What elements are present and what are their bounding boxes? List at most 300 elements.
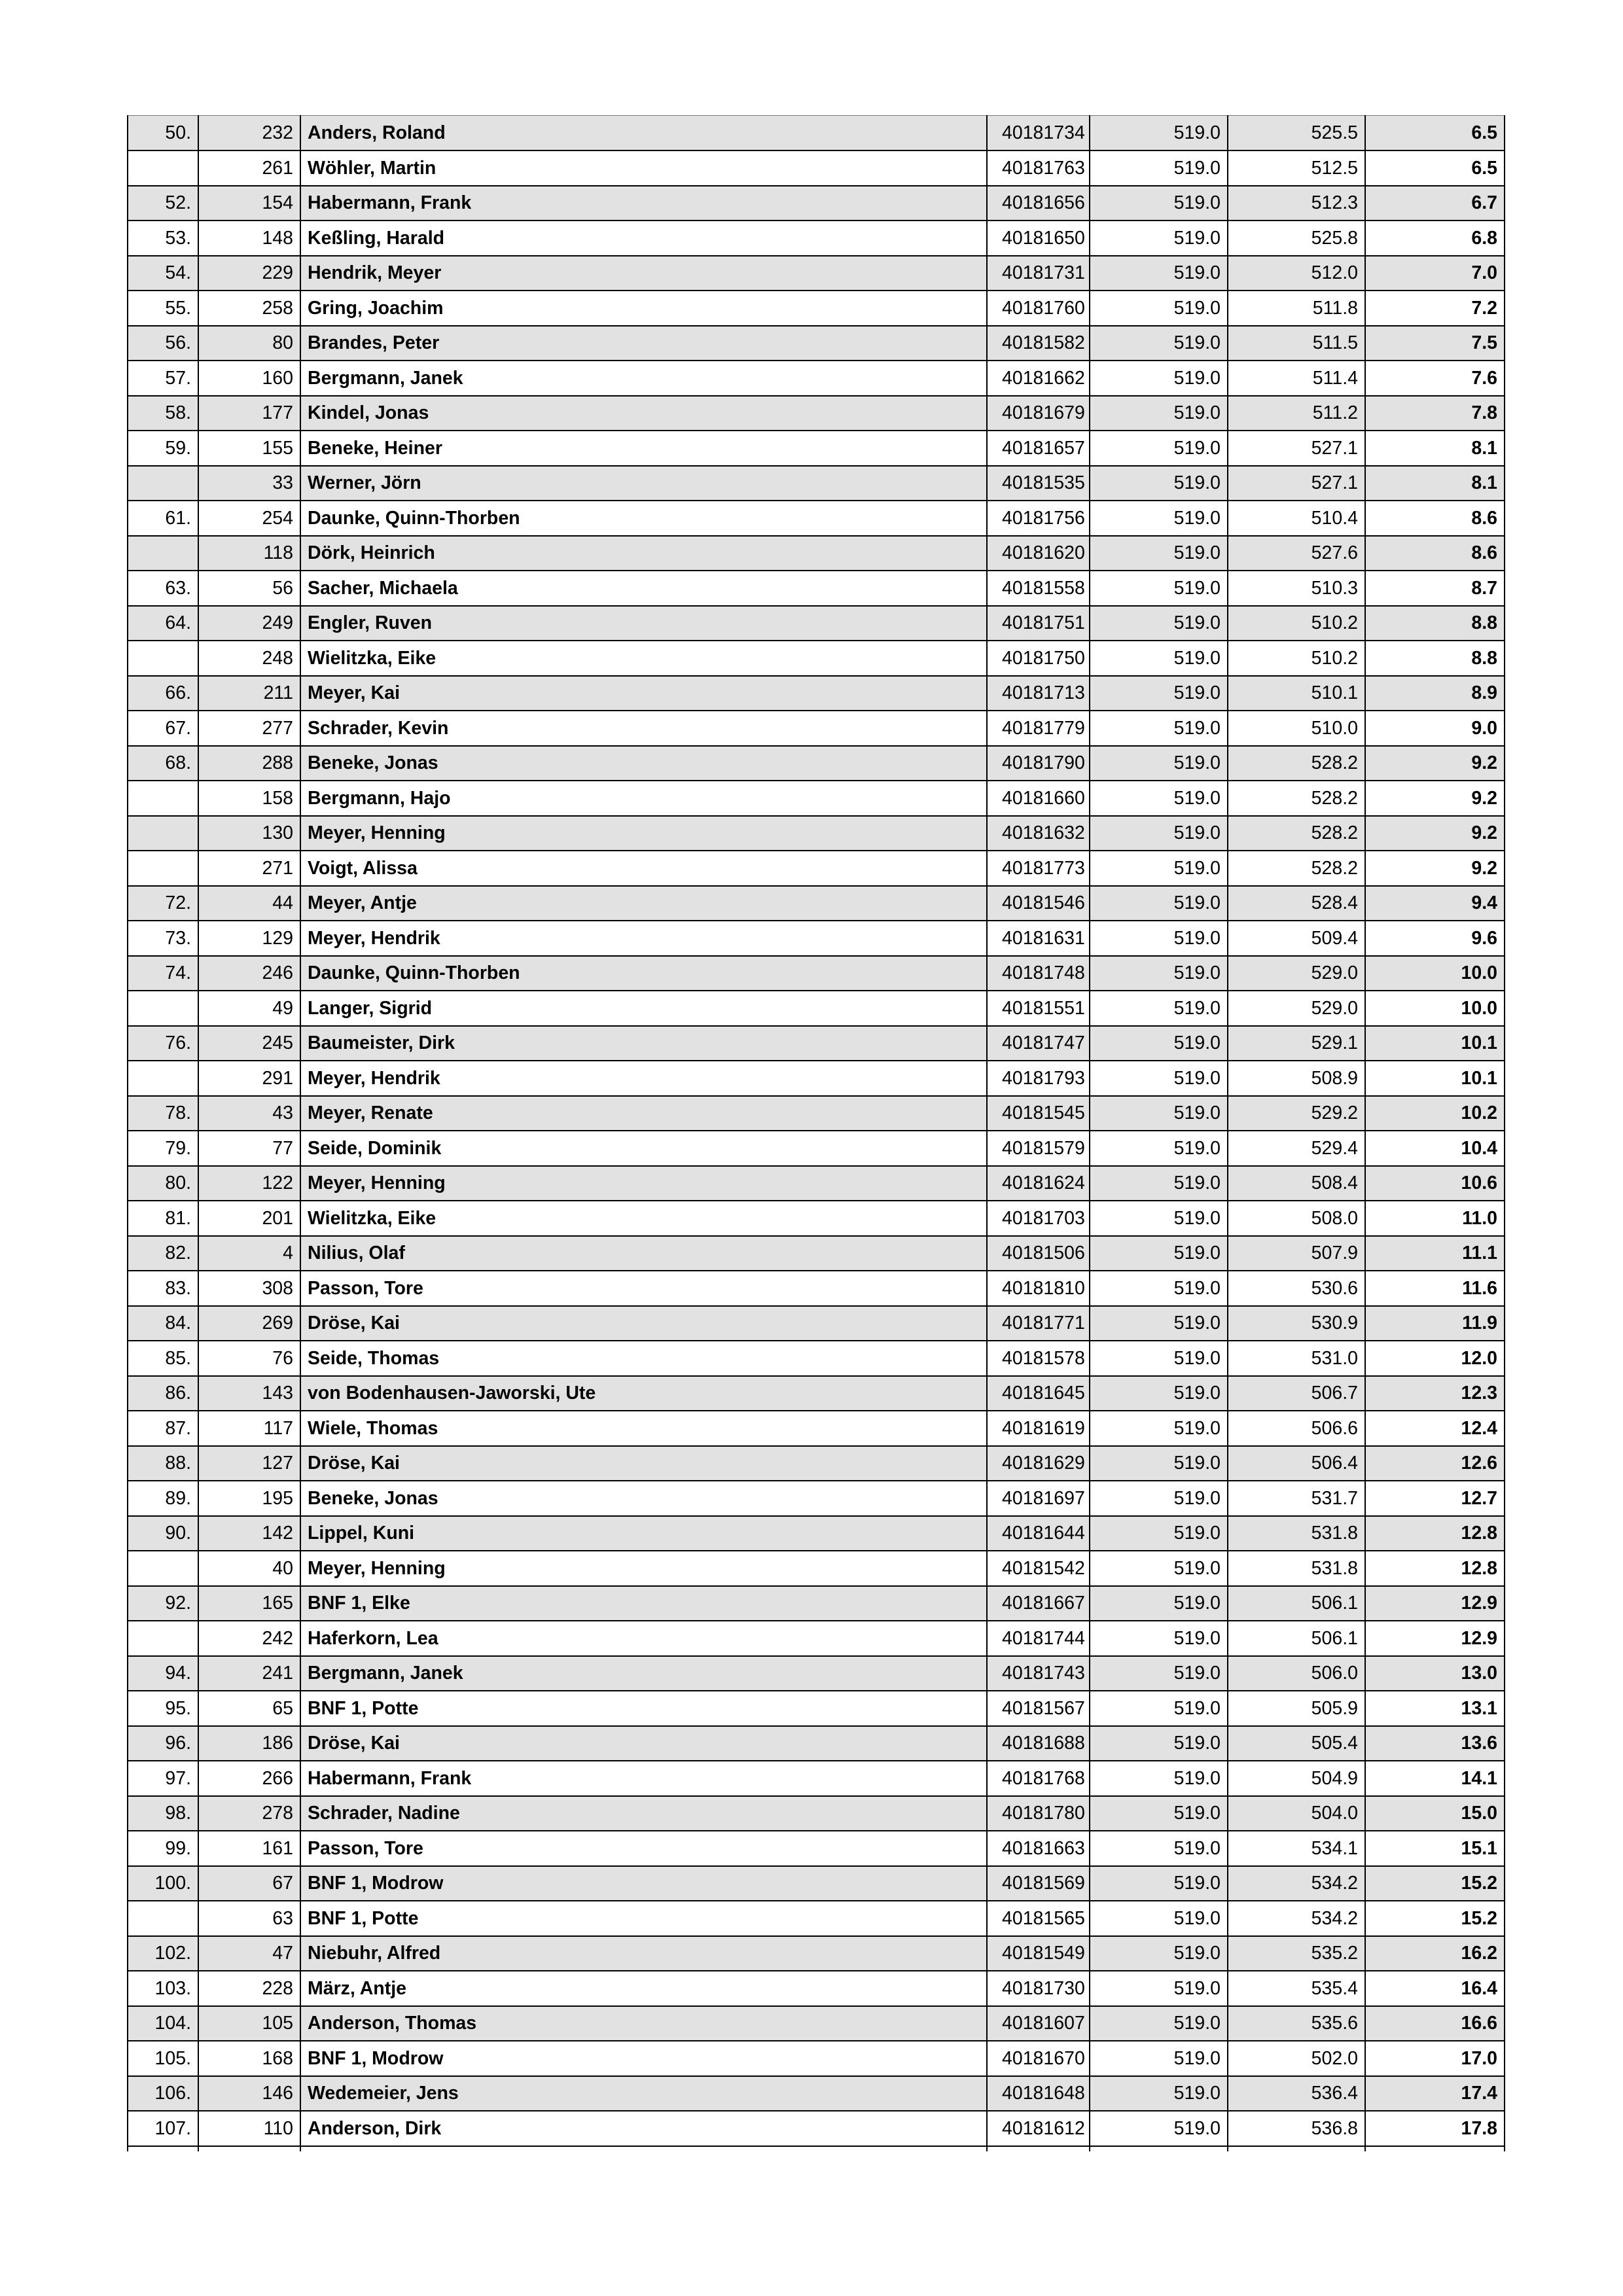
rank-cell: 106. [128, 2076, 198, 2111]
target-time-cell: 519.0 [1090, 396, 1228, 431]
measured-time-cell: 534.2 [1228, 1901, 1365, 1936]
measured-time-cell: 506.4 [1228, 1446, 1365, 1481]
measured-time-cell: 534.1 [1228, 1831, 1365, 1866]
start-number-cell: 154 [198, 186, 300, 221]
deviation-cell: 11.0 [1365, 1201, 1505, 1236]
measured-time-cell: 529.4 [1228, 1131, 1365, 1166]
deviation-cell: 16.4 [1365, 1971, 1505, 2006]
start-number-cell: 168 [198, 2041, 300, 2076]
measured-time-cell: 527.1 [1228, 431, 1365, 466]
rank-cell [128, 1621, 198, 1656]
name-cell: Wedemeier, Jens [300, 2076, 987, 2111]
id-cell: 40181771 [987, 1306, 1090, 1341]
start-number-cell: 232 [198, 116, 300, 151]
table-row [128, 1481, 1505, 1516]
table-row [128, 396, 1505, 431]
target-time-cell: 519.0 [1090, 1481, 1228, 1516]
deviation-cell: 9.2 [1365, 781, 1505, 816]
table-row [128, 1201, 1505, 1236]
target-time-cell: 519.0 [1090, 1936, 1228, 1971]
rank-cell: 58. [128, 396, 198, 431]
rank-cell [128, 991, 198, 1026]
measured-time-cell: 529.1 [1228, 1026, 1365, 1061]
target-time-cell: 519.0 [1090, 991, 1228, 1026]
rank-cell [128, 816, 198, 851]
deviation-cell: 13.6 [1365, 1726, 1505, 1761]
name-cell: Gring, Joachim [300, 291, 987, 326]
name-cell: Anderson, Dirk [300, 2111, 987, 2146]
deviation-cell: 15.1 [1365, 1831, 1505, 1866]
start-number-cell: 80 [198, 326, 300, 361]
name-cell: Dörk, Heinrich [300, 536, 987, 571]
rank-cell: 76. [128, 1026, 198, 1061]
measured-time-cell: 511.4 [1228, 361, 1365, 396]
deviation-cell: 7.5 [1365, 326, 1505, 361]
target-time-cell: 519.0 [1090, 221, 1228, 256]
id-cell: 40181773 [987, 851, 1090, 886]
table-row [128, 886, 1505, 921]
start-number-cell: 288 [198, 746, 300, 781]
name-cell: Beneke, Jonas [300, 1481, 987, 1516]
deviation-cell: 12.4 [1365, 1411, 1505, 1446]
start-number-cell: 246 [198, 956, 300, 991]
table-row [128, 186, 1505, 221]
target-time-cell: 519.0 [1090, 536, 1228, 571]
rank-cell: 61. [128, 501, 198, 536]
rank-cell [128, 781, 198, 816]
name-cell: Daunke, Quinn-Thorben [300, 501, 987, 536]
rank-cell [128, 536, 198, 571]
table-row [128, 1236, 1505, 1271]
id-cell: 40181780 [987, 1796, 1090, 1831]
measured-time-cell: 506.1 [1228, 1621, 1365, 1656]
rank-cell: 79. [128, 1131, 198, 1166]
deviation-cell: 14.1 [1365, 1761, 1505, 1796]
id-cell: 40181648 [987, 2076, 1090, 2111]
start-number-cell: 241 [198, 1656, 300, 1691]
measured-time-cell: 528.2 [1228, 816, 1365, 851]
target-time-cell: 519.0 [1090, 571, 1228, 606]
name-cell: Daunke, Quinn-Thorben [300, 956, 987, 991]
rank-cell: 98. [128, 1796, 198, 1831]
target-time-cell: 519.0 [1090, 1726, 1228, 1761]
rank-cell: 99. [128, 1831, 198, 1866]
deviation-cell: 10.0 [1365, 956, 1505, 991]
name-cell: Schrader, Kevin [300, 711, 987, 746]
measured-time-cell: 510.4 [1228, 501, 1365, 536]
deviation-cell: 11.1 [1365, 1236, 1505, 1271]
start-number-cell: 266 [198, 1761, 300, 1796]
name-cell: Bergmann, Janek [300, 1656, 987, 1691]
table-row [128, 746, 1505, 781]
table-row [128, 641, 1505, 676]
rank-cell [128, 1901, 198, 1936]
id-cell: 40181743 [987, 1656, 1090, 1691]
measured-time-cell: 510.2 [1228, 606, 1365, 641]
measured-time-cell: 510.3 [1228, 571, 1365, 606]
deviation-cell: 12.8 [1365, 1551, 1505, 1586]
deviation-cell: 8.7 [1365, 571, 1505, 606]
deviation-cell: 8.1 [1365, 466, 1505, 501]
deviation-cell: 10.0 [1365, 991, 1505, 1026]
deviation-cell: 12.6 [1365, 1446, 1505, 1481]
table-row [128, 921, 1505, 956]
column-edge [128, 2146, 198, 2151]
table-row [128, 1831, 1505, 1866]
start-number-cell: 142 [198, 1516, 300, 1551]
start-number-cell: 76 [198, 1341, 300, 1376]
rank-cell: 85. [128, 1341, 198, 1376]
target-time-cell: 519.0 [1090, 1096, 1228, 1131]
start-number-cell: 56 [198, 571, 300, 606]
start-number-cell: 228 [198, 1971, 300, 2006]
table-row [128, 2041, 1505, 2076]
id-cell: 40181545 [987, 1096, 1090, 1131]
rank-cell: 64. [128, 606, 198, 641]
deviation-cell: 7.6 [1365, 361, 1505, 396]
name-cell: März, Antje [300, 1971, 987, 2006]
rank-cell: 94. [128, 1656, 198, 1691]
rank-cell: 88. [128, 1446, 198, 1481]
id-cell: 40181667 [987, 1586, 1090, 1621]
start-number-cell: 143 [198, 1376, 300, 1411]
name-cell: Bergmann, Janek [300, 361, 987, 396]
measured-time-cell: 508.0 [1228, 1201, 1365, 1236]
measured-time-cell: 506.7 [1228, 1376, 1365, 1411]
start-number-cell: 110 [198, 2111, 300, 2146]
measured-time-cell: 528.2 [1228, 781, 1365, 816]
measured-time-cell: 529.2 [1228, 1096, 1365, 1131]
id-cell: 40181631 [987, 921, 1090, 956]
measured-time-cell: 511.2 [1228, 396, 1365, 431]
table-row [128, 851, 1505, 886]
rank-cell: 97. [128, 1761, 198, 1796]
start-number-cell: 271 [198, 851, 300, 886]
id-cell: 40181751 [987, 606, 1090, 641]
target-time-cell: 519.0 [1090, 2111, 1228, 2146]
name-cell: Baumeister, Dirk [300, 1026, 987, 1061]
name-cell: BNF 1, Potte [300, 1691, 987, 1726]
rank-cell [128, 1061, 198, 1096]
measured-time-cell: 531.7 [1228, 1481, 1365, 1516]
table-row [128, 221, 1505, 256]
target-time-cell: 519.0 [1090, 1236, 1228, 1271]
id-cell: 40181679 [987, 396, 1090, 431]
table-row [128, 1656, 1505, 1691]
name-cell: Langer, Sigrid [300, 991, 987, 1026]
deviation-cell: 9.2 [1365, 851, 1505, 886]
measured-time-cell: 528.2 [1228, 746, 1365, 781]
start-number-cell: 122 [198, 1166, 300, 1201]
rank-cell: 55. [128, 291, 198, 326]
measured-time-cell: 512.0 [1228, 256, 1365, 291]
name-cell: BNF 1, Modrow [300, 2041, 987, 2076]
id-cell: 40181734 [987, 116, 1090, 151]
measured-time-cell: 508.4 [1228, 1166, 1365, 1201]
id-cell: 40181662 [987, 361, 1090, 396]
rank-cell: 82. [128, 1236, 198, 1271]
results-table [127, 115, 1505, 2151]
start-number-cell: 242 [198, 1621, 300, 1656]
deviation-cell: 9.2 [1365, 746, 1505, 781]
rank-cell: 100. [128, 1866, 198, 1901]
deviation-cell: 12.0 [1365, 1341, 1505, 1376]
rank-cell: 57. [128, 361, 198, 396]
column-edge [987, 2146, 1090, 2151]
name-cell: Meyer, Henning [300, 816, 987, 851]
target-time-cell: 519.0 [1090, 1271, 1228, 1306]
name-cell: Werner, Jörn [300, 466, 987, 501]
start-number-cell: 67 [198, 1866, 300, 1901]
name-cell: Wöhler, Martin [300, 150, 987, 186]
rank-cell: 95. [128, 1691, 198, 1726]
deviation-cell: 17.8 [1365, 2111, 1505, 2146]
target-time-cell: 519.0 [1090, 1971, 1228, 2006]
name-cell: Schrader, Nadine [300, 1796, 987, 1831]
table-row [128, 1516, 1505, 1551]
rank-cell: 87. [128, 1411, 198, 1446]
measured-time-cell: 512.5 [1228, 150, 1365, 186]
id-cell: 40181697 [987, 1481, 1090, 1516]
name-cell: Dröse, Kai [300, 1306, 987, 1341]
deviation-cell: 12.7 [1365, 1481, 1505, 1516]
deviation-cell: 12.9 [1365, 1621, 1505, 1656]
name-cell: Beneke, Heiner [300, 431, 987, 466]
target-time-cell: 519.0 [1090, 816, 1228, 851]
name-cell: Bergmann, Hajo [300, 781, 987, 816]
target-time-cell: 519.0 [1090, 1376, 1228, 1411]
rank-cell: 83. [128, 1271, 198, 1306]
start-number-cell: 158 [198, 781, 300, 816]
start-number-cell: 77 [198, 1131, 300, 1166]
id-cell: 40181632 [987, 816, 1090, 851]
measured-time-cell: 525.8 [1228, 221, 1365, 256]
target-time-cell: 519.0 [1090, 291, 1228, 326]
id-cell: 40181565 [987, 1901, 1090, 1936]
id-cell: 40181624 [987, 1166, 1090, 1201]
table-row [128, 1936, 1505, 1971]
rank-cell: 107. [128, 2111, 198, 2146]
rank-cell: 56. [128, 326, 198, 361]
table-row [128, 676, 1505, 711]
table-row [128, 956, 1505, 991]
table-row [128, 1271, 1505, 1306]
rank-cell: 92. [128, 1586, 198, 1621]
table-row [128, 711, 1505, 746]
rank-cell: 73. [128, 921, 198, 956]
target-time-cell: 519.0 [1090, 256, 1228, 291]
table-row [128, 1551, 1505, 1586]
name-cell: Seide, Dominik [300, 1131, 987, 1166]
target-time-cell: 519.0 [1090, 116, 1228, 151]
id-cell: 40181688 [987, 1726, 1090, 1761]
measured-time-cell: 505.9 [1228, 1691, 1365, 1726]
rank-cell: 53. [128, 221, 198, 256]
deviation-cell: 10.4 [1365, 1131, 1505, 1166]
rank-cell: 104. [128, 2006, 198, 2041]
target-time-cell: 519.0 [1090, 1586, 1228, 1621]
deviation-cell: 7.2 [1365, 291, 1505, 326]
start-number-cell: 40 [198, 1551, 300, 1586]
table-row [128, 2076, 1505, 2111]
measured-time-cell: 510.2 [1228, 641, 1365, 676]
start-number-cell: 277 [198, 711, 300, 746]
measured-time-cell: 536.4 [1228, 2076, 1365, 2111]
table-row [128, 466, 1505, 501]
name-cell: Hendrik, Meyer [300, 256, 987, 291]
measured-time-cell: 504.9 [1228, 1761, 1365, 1796]
table-row [128, 1726, 1505, 1761]
deviation-cell: 10.1 [1365, 1061, 1505, 1096]
rank-cell: 66. [128, 676, 198, 711]
rank-cell: 74. [128, 956, 198, 991]
name-cell: Wielitzka, Eike [300, 1201, 987, 1236]
rank-cell: 72. [128, 886, 198, 921]
start-number-cell: 195 [198, 1481, 300, 1516]
start-number-cell: 148 [198, 221, 300, 256]
deviation-cell: 13.1 [1365, 1691, 1505, 1726]
deviation-cell: 7.0 [1365, 256, 1505, 291]
id-cell: 40181744 [987, 1621, 1090, 1656]
column-edge [1090, 2146, 1228, 2151]
rank-cell: 59. [128, 431, 198, 466]
name-cell: Lippel, Kuni [300, 1516, 987, 1551]
id-cell: 40181629 [987, 1446, 1090, 1481]
target-time-cell: 519.0 [1090, 956, 1228, 991]
rank-cell: 96. [128, 1726, 198, 1761]
deviation-cell: 17.0 [1365, 2041, 1505, 2076]
deviation-cell: 10.2 [1365, 1096, 1505, 1131]
table-row [128, 150, 1505, 186]
id-cell: 40181567 [987, 1691, 1090, 1726]
start-number-cell: 249 [198, 606, 300, 641]
target-time-cell: 519.0 [1090, 1306, 1228, 1341]
id-cell: 40181656 [987, 186, 1090, 221]
column-edge [300, 2146, 987, 2151]
id-cell: 40181546 [987, 886, 1090, 921]
deviation-cell: 7.8 [1365, 396, 1505, 431]
name-cell: BNF 1, Modrow [300, 1866, 987, 1901]
start-number-cell: 63 [198, 1901, 300, 1936]
table-row [128, 1761, 1505, 1796]
table-row [128, 256, 1505, 291]
measured-time-cell: 536.8 [1228, 2111, 1365, 2146]
start-number-cell: 65 [198, 1691, 300, 1726]
id-cell: 40181730 [987, 1971, 1090, 2006]
id-cell: 40181612 [987, 2111, 1090, 2146]
name-cell: Niebuhr, Alfred [300, 1936, 987, 1971]
target-time-cell: 519.0 [1090, 1446, 1228, 1481]
start-number-cell: 177 [198, 396, 300, 431]
rank-cell [128, 466, 198, 501]
name-cell: Meyer, Henning [300, 1551, 987, 1586]
deviation-cell: 11.9 [1365, 1306, 1505, 1341]
id-cell: 40181670 [987, 2041, 1090, 2076]
rank-cell: 78. [128, 1096, 198, 1131]
name-cell: Passon, Tore [300, 1831, 987, 1866]
measured-time-cell: 506.1 [1228, 1586, 1365, 1621]
measured-time-cell: 506.0 [1228, 1656, 1365, 1691]
id-cell: 40181551 [987, 991, 1090, 1026]
start-number-cell: 155 [198, 431, 300, 466]
deviation-cell: 9.0 [1365, 711, 1505, 746]
start-number-cell: 291 [198, 1061, 300, 1096]
measured-time-cell: 511.5 [1228, 326, 1365, 361]
measured-time-cell: 507.9 [1228, 1236, 1365, 1271]
measured-time-cell: 530.9 [1228, 1306, 1365, 1341]
id-cell: 40181535 [987, 466, 1090, 501]
deviation-cell: 8.8 [1365, 606, 1505, 641]
id-cell: 40181657 [987, 431, 1090, 466]
start-number-cell: 47 [198, 1936, 300, 1971]
start-number-cell: 211 [198, 676, 300, 711]
deviation-cell: 12.9 [1365, 1586, 1505, 1621]
target-time-cell: 519.0 [1090, 326, 1228, 361]
target-time-cell: 519.0 [1090, 676, 1228, 711]
start-number-cell: 118 [198, 536, 300, 571]
target-time-cell: 519.0 [1090, 431, 1228, 466]
measured-time-cell: 530.6 [1228, 1271, 1365, 1306]
measured-time-cell: 511.8 [1228, 291, 1365, 326]
deviation-cell: 11.6 [1365, 1271, 1505, 1306]
name-cell: Brandes, Peter [300, 326, 987, 361]
table-row [128, 1376, 1505, 1411]
measured-time-cell: 531.8 [1228, 1551, 1365, 1586]
name-cell: von Bodenhausen-Jaworski, Ute [300, 1376, 987, 1411]
id-cell: 40181713 [987, 676, 1090, 711]
start-number-cell: 44 [198, 886, 300, 921]
start-number-cell: 258 [198, 291, 300, 326]
target-time-cell: 519.0 [1090, 1831, 1228, 1866]
id-cell: 40181779 [987, 711, 1090, 746]
table-row [128, 1166, 1505, 1201]
target-time-cell: 519.0 [1090, 1796, 1228, 1831]
start-number-cell: 161 [198, 1831, 300, 1866]
measured-time-cell: 508.9 [1228, 1061, 1365, 1096]
target-time-cell: 519.0 [1090, 361, 1228, 396]
id-cell: 40181578 [987, 1341, 1090, 1376]
table-row [128, 1971, 1505, 2006]
id-cell: 40181760 [987, 291, 1090, 326]
measured-time-cell: 535.2 [1228, 1936, 1365, 1971]
id-cell: 40181549 [987, 1936, 1090, 1971]
id-cell: 40181607 [987, 2006, 1090, 2041]
name-cell: Nilius, Olaf [300, 1236, 987, 1271]
start-number-cell: 201 [198, 1201, 300, 1236]
measured-time-cell: 534.2 [1228, 1866, 1365, 1901]
start-number-cell: 269 [198, 1306, 300, 1341]
start-number-cell: 278 [198, 1796, 300, 1831]
name-cell: Habermann, Frank [300, 186, 987, 221]
table-row [128, 1341, 1505, 1376]
target-time-cell: 519.0 [1090, 1166, 1228, 1201]
deviation-cell: 9.4 [1365, 886, 1505, 921]
target-time-cell: 519.0 [1090, 1201, 1228, 1236]
start-number-cell: 129 [198, 921, 300, 956]
id-cell: 40181558 [987, 571, 1090, 606]
measured-time-cell: 528.4 [1228, 886, 1365, 921]
target-time-cell: 519.0 [1090, 921, 1228, 956]
rank-cell: 63. [128, 571, 198, 606]
start-number-cell: 117 [198, 1411, 300, 1446]
table-row [128, 1026, 1505, 1061]
deviation-cell: 15.0 [1365, 1796, 1505, 1831]
measured-time-cell: 535.4 [1228, 1971, 1365, 2006]
table-row [128, 1061, 1505, 1096]
measured-time-cell: 504.0 [1228, 1796, 1365, 1831]
target-time-cell: 519.0 [1090, 2076, 1228, 2111]
name-cell: BNF 1, Elke [300, 1586, 987, 1621]
